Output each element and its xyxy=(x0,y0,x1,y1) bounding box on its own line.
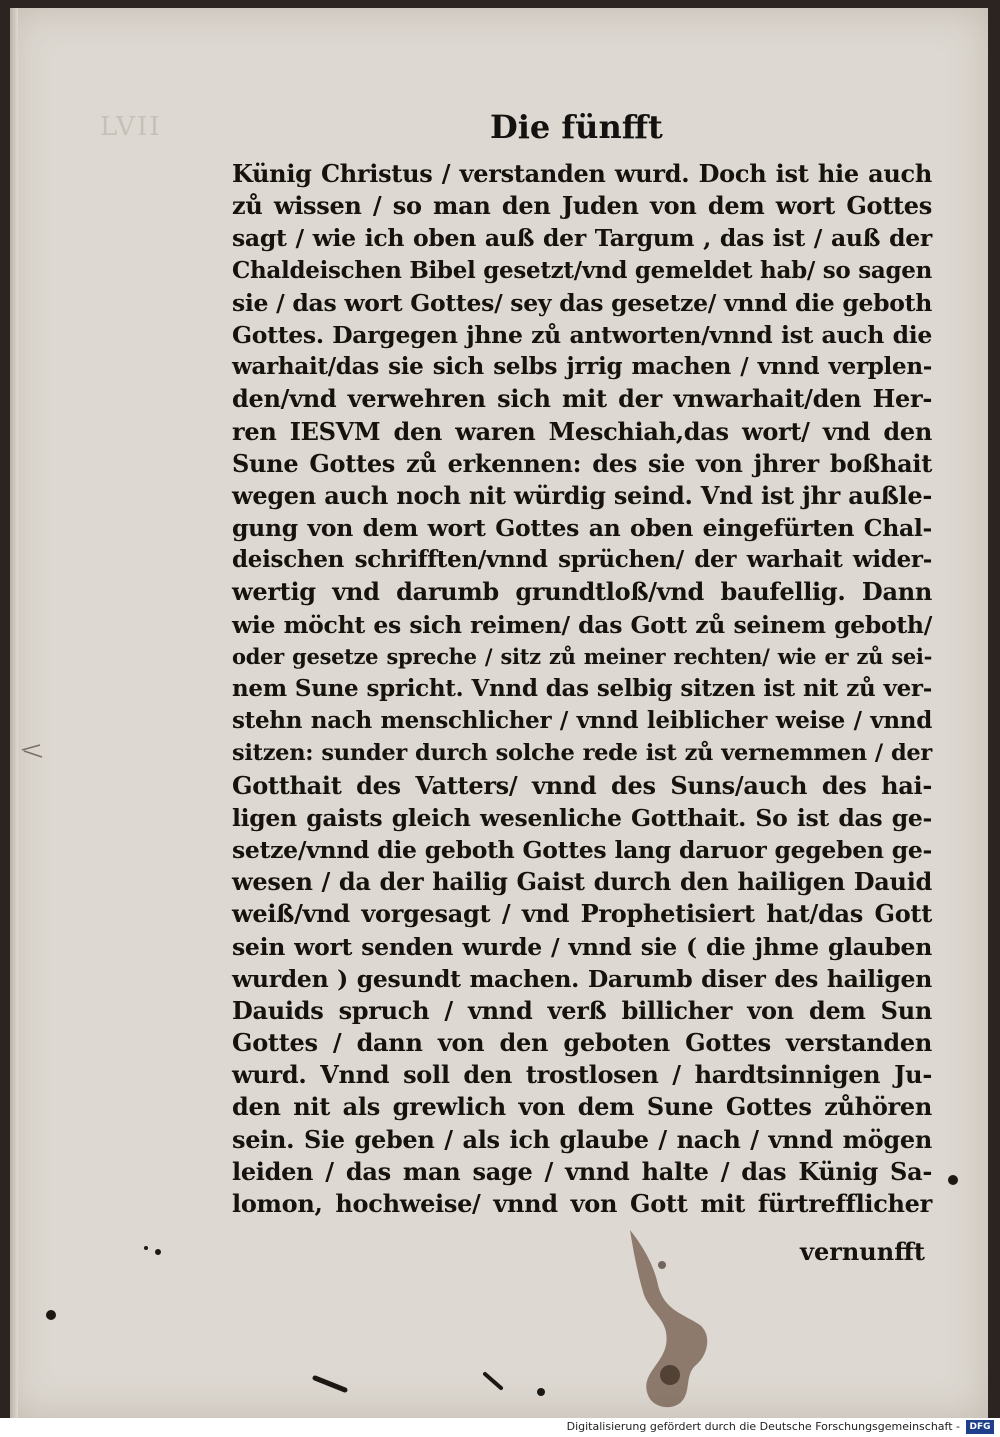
text-line: sein. Sie geben / als ich glaube / nach / vnnd mögen xyxy=(232,1124,932,1154)
speck-mark xyxy=(305,1368,565,1408)
text-line: wurd. Vnnd soll den trostlosen / hardtsinnigen Ju- xyxy=(232,1060,932,1090)
text-line: Sune Gottes zů erkennen: des sie von jhrer boßhait xyxy=(232,448,932,478)
text-line: Gotthait des Vatters/ vnnd des Suns/auch des hai- xyxy=(232,770,932,800)
ink-stain xyxy=(600,1225,720,1415)
text-line: zů wissen / so man den Juden von dem wort Gottes xyxy=(232,191,932,221)
text-line: Dauids spruch / vnnd verß billicher von dem Sun xyxy=(232,995,932,1025)
text-line: ren IESVM den waren Meschiah,das wort/ vnd den xyxy=(232,416,932,446)
bleed-through-folio: LVII xyxy=(100,112,162,142)
text-line: den/vnd verwehren sich mit der vnwarhait/den Her- xyxy=(232,384,932,414)
text-line: sie / das wort Gottes/ sey das gesetze/ vnnd die geboth xyxy=(232,288,932,317)
speck-mark xyxy=(44,1308,58,1322)
text-line: sagt / wie ich oben auß der Targum , das ist / auß der xyxy=(232,224,932,253)
text-line: wurden ) gesundt machen. Darumb diser des hailigen xyxy=(232,964,932,993)
text-line: warhait/das sie sich selbs jrrig machen / vnnd verplen- xyxy=(232,353,932,381)
text-line: Gottes. Dargegen jhne zů antworten/vnnd ist auch die xyxy=(232,320,932,349)
text-line: wegen auch noch nit würdig seind. Vnd ist jhr außle- xyxy=(232,480,932,510)
funding-credit: Digitalisierung gefördert durch die Deutsche Forschungsgemeinschaft - xyxy=(566,1420,960,1433)
text-line: leiden / das man sage / vnnd halte / das Künig Sa- xyxy=(232,1156,932,1186)
text-line: wie möcht es sich reimen/ das Gott zů seinem geboth/ xyxy=(232,610,932,639)
text-line: nem Sune spricht. Vnnd das selbig sitzen ist nit zů ver- xyxy=(232,675,932,702)
text-line: wertig vnd darumb grundtloß/vnd baufellig. Dann xyxy=(232,577,932,607)
text-line: Gottes / dann von den geboten Gottes verstanden xyxy=(232,1028,932,1058)
margin-mark xyxy=(18,735,58,765)
page-edge xyxy=(10,8,18,1418)
dfg-logo: DFG xyxy=(966,1420,994,1434)
speck-mark xyxy=(140,1240,170,1260)
text-line: wesen / da der hailig Gaist durch den hailigen Dauid xyxy=(232,867,932,897)
text-line: oder gesetze spreche / sitz zů meiner rechten/ wie er zů sei- xyxy=(232,643,932,669)
text-line: Chaldeischen Bibel gesetzt/vnd gemeldet hab/ so sagen xyxy=(232,256,932,284)
speck-mark xyxy=(945,1172,961,1188)
text-line: ligen gaists gleich wesenliche Gotthait. So ist das ge- xyxy=(232,803,932,832)
text-line: gung von dem wort Gottes an oben eingefürten Chal- xyxy=(232,514,932,543)
text-line: setze/vnnd die geboth Gottes lang daruor gegeben ge- xyxy=(232,835,932,864)
text-line: sein wort senden wurde / vnnd sie ( die jhme glauben xyxy=(232,932,932,961)
text-line: sitzen: sunder durch solche rede ist zů vernemmen / der xyxy=(232,740,932,767)
running-header: Die fünfft xyxy=(490,108,663,146)
text-line: lomon, hochweise/ vnnd von Gott mit fürtrefflicher xyxy=(232,1189,932,1218)
text-line: deischen schrifften/vnnd sprüchen/ der warhait wider- xyxy=(232,546,932,574)
text-line: weiß/vnd vorgesagt / vnd Prophetisiert hat/das Gott xyxy=(232,899,932,929)
text-line: Künig Christus / verstanden wurd. Doch ist hie auch xyxy=(232,159,932,188)
body-text xyxy=(232,158,932,1220)
catchword: vernunfft xyxy=(800,1237,925,1266)
text-line: den nit als grewlich von dem Sune Gottes zůhören xyxy=(232,1092,932,1122)
text-line: stehn nach menschlicher / vnnd leiblicher weise / vnnd xyxy=(232,707,932,735)
